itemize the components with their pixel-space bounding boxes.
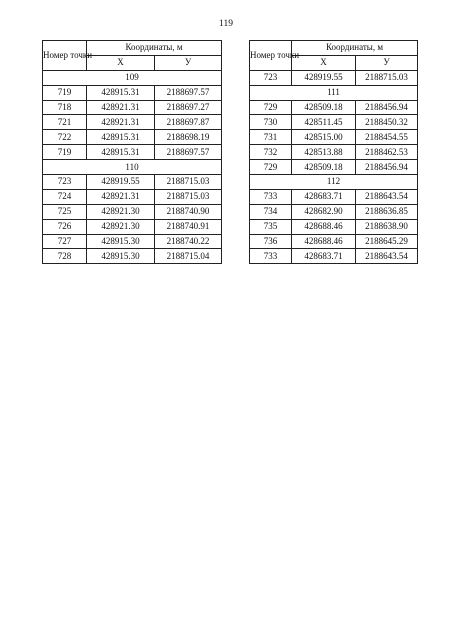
table-row (250, 189, 418, 204)
table-row (250, 145, 418, 160)
point-number-cell: 733 (250, 249, 292, 264)
group-label: 110 (43, 160, 222, 175)
header-x: X (87, 55, 155, 70)
y-coordinate-cell: 2188456.94 (356, 160, 418, 175)
page-number: 119 (219, 19, 233, 29)
point-number-cell: 734 (250, 204, 292, 219)
table-row (43, 145, 222, 160)
point-number-cell: 727 (43, 234, 87, 249)
y-coordinate-cell: 2188715.04 (155, 249, 222, 264)
table-row (43, 175, 222, 190)
table-row (250, 234, 418, 249)
point-number-cell: 723 (43, 175, 87, 190)
x-coordinate-cell: 428515.00 (292, 130, 356, 145)
x-coordinate-cell: 428511.45 (292, 115, 356, 130)
x-coordinate-cell: 428915.30 (87, 249, 155, 264)
y-coordinate-cell: 2188740.90 (155, 204, 222, 219)
x-coordinate-cell: 428513.88 (292, 145, 356, 160)
x-coordinate-cell: 428915.31 (87, 85, 155, 100)
point-number-cell: 725 (43, 204, 87, 219)
header-coordinates: Координаты, м (292, 41, 418, 56)
header-coordinates: Координаты, м (87, 41, 222, 56)
table-row (250, 115, 418, 130)
point-number-cell: 722 (43, 130, 87, 145)
header-x: X (292, 55, 356, 70)
y-coordinate-cell: 2188636.85 (356, 204, 418, 219)
y-coordinate-cell: 2188643.54 (356, 249, 418, 264)
coordinates-table-right (249, 40, 418, 264)
point-number-cell: 724 (43, 189, 87, 204)
y-coordinate-cell: 2188643.54 (356, 189, 418, 204)
point-number-cell: 729 (250, 160, 292, 175)
header-y: У (155, 55, 222, 70)
coordinates-table-left (42, 40, 222, 264)
group-row (250, 85, 418, 100)
x-coordinate-cell: 428919.55 (292, 70, 356, 85)
table-row (250, 70, 418, 85)
point-number-cell: 721 (43, 115, 87, 130)
table-row (43, 130, 222, 145)
point-number-cell: 728 (43, 249, 87, 264)
table-row (43, 115, 222, 130)
y-coordinate-cell: 2188697.27 (155, 100, 222, 115)
table-row (43, 219, 222, 234)
point-number-cell: 732 (250, 145, 292, 160)
x-coordinate-cell: 428688.46 (292, 219, 356, 234)
point-number-cell: 736 (250, 234, 292, 249)
header-point-number: Номер точки (43, 41, 87, 71)
table-row (250, 219, 418, 234)
point-number-cell: 719 (43, 85, 87, 100)
table-body (43, 70, 222, 264)
x-coordinate-cell: 428683.71 (292, 249, 356, 264)
group-row (250, 175, 418, 190)
y-coordinate-cell: 2188638.90 (356, 219, 418, 234)
x-coordinate-cell: 428915.31 (87, 130, 155, 145)
x-coordinate-cell: 428682.90 (292, 204, 356, 219)
y-coordinate-cell: 2188450.32 (356, 115, 418, 130)
point-number-cell: 731 (250, 130, 292, 145)
table-row (43, 100, 222, 115)
point-number-cell: 719 (43, 145, 87, 160)
table-row (43, 204, 222, 219)
x-coordinate-cell: 428921.31 (87, 189, 155, 204)
table-row (250, 100, 418, 115)
x-coordinate-cell: 428915.31 (87, 145, 155, 160)
point-number-cell: 729 (250, 100, 292, 115)
y-coordinate-cell: 2188697.87 (155, 115, 222, 130)
x-coordinate-cell: 428921.31 (87, 115, 155, 130)
y-coordinate-cell: 2188715.03 (155, 189, 222, 204)
x-coordinate-cell: 428921.30 (87, 204, 155, 219)
y-coordinate-cell: 2188740.91 (155, 219, 222, 234)
table-row (43, 234, 222, 249)
header-y: У (356, 55, 418, 70)
table-row (250, 249, 418, 264)
x-coordinate-cell: 428919.55 (87, 175, 155, 190)
y-coordinate-cell: 2188715.03 (356, 70, 418, 85)
x-coordinate-cell: 428688.46 (292, 234, 356, 249)
point-number-cell: 730 (250, 115, 292, 130)
x-coordinate-cell: 428683.71 (292, 189, 356, 204)
y-coordinate-cell: 2188462.53 (356, 145, 418, 160)
y-coordinate-cell: 2188697.57 (155, 145, 222, 160)
table-row (43, 249, 222, 264)
table-row (43, 85, 222, 100)
point-number-cell: 733 (250, 189, 292, 204)
table-row (43, 189, 222, 204)
table-row (250, 130, 418, 145)
y-coordinate-cell: 2188698.19 (155, 130, 222, 145)
y-coordinate-cell: 2188715.03 (155, 175, 222, 190)
y-coordinate-cell: 2188740.22 (155, 234, 222, 249)
table-body (250, 70, 418, 264)
y-coordinate-cell: 2188454.55 (356, 130, 418, 145)
header-point-number: Номер точки (250, 41, 292, 71)
table-row (250, 204, 418, 219)
group-label: 112 (250, 175, 418, 190)
point-number-cell: 723 (250, 70, 292, 85)
point-number-cell: 735 (250, 219, 292, 234)
point-number-cell: 718 (43, 100, 87, 115)
x-coordinate-cell: 428915.30 (87, 234, 155, 249)
group-row (43, 70, 222, 85)
group-label: 111 (250, 85, 418, 100)
table-row (250, 160, 418, 175)
y-coordinate-cell: 2188645.29 (356, 234, 418, 249)
group-label: 109 (43, 70, 222, 85)
x-coordinate-cell: 428921.31 (87, 100, 155, 115)
x-coordinate-cell: 428921.30 (87, 219, 155, 234)
y-coordinate-cell: 2188697.57 (155, 85, 222, 100)
x-coordinate-cell: 428509.18 (292, 160, 356, 175)
y-coordinate-cell: 2188456.94 (356, 100, 418, 115)
group-row (43, 160, 222, 175)
point-number-cell: 726 (43, 219, 87, 234)
x-coordinate-cell: 428509.18 (292, 100, 356, 115)
